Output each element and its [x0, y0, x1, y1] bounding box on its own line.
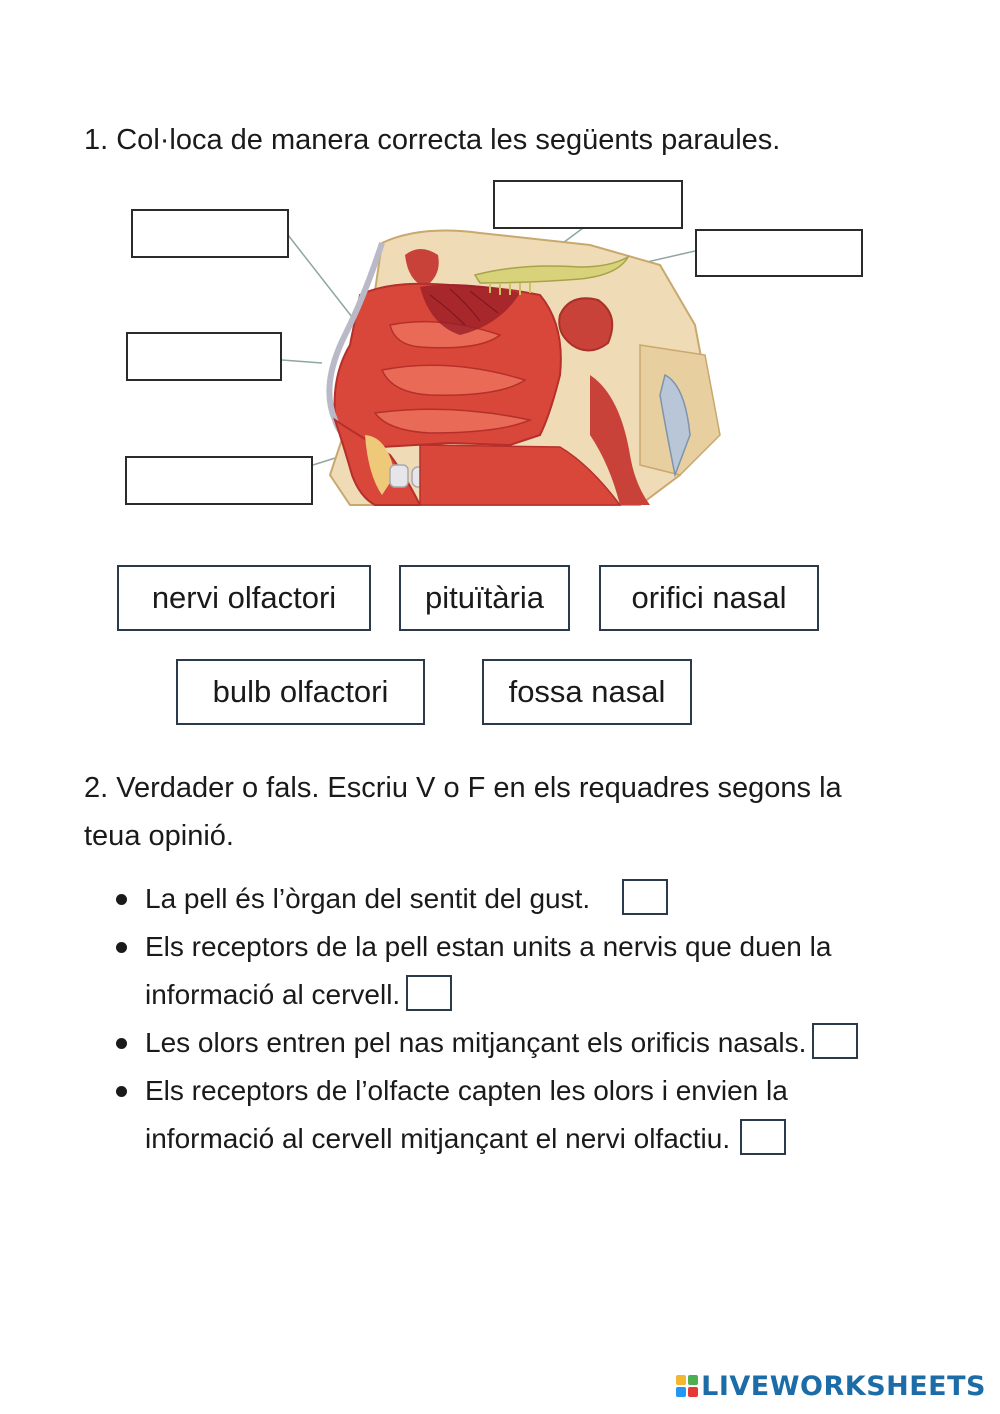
answer-box-4[interactable] [740, 1119, 786, 1155]
logo-grid-icon [676, 1375, 698, 1397]
statement-text: Les olors entren pel nas mitjançant els orificis nasals. [145, 1027, 807, 1058]
statement-text: Els receptors de l’olfacte capten les olors i envien la informació al cervell mitjançant el nervi olfactiu. [145, 1075, 788, 1154]
true-false-list [110, 875, 870, 1163]
label-drop-box-5[interactable] [695, 229, 863, 277]
word-chip-orifici-nasal[interactable]: orifici nasal [599, 565, 819, 631]
label-drop-box-4[interactable] [493, 180, 683, 229]
nasal-cavity-diagram [120, 175, 870, 520]
word-chip-nervi-olfactori[interactable]: nervi olfactori [117, 565, 371, 631]
bullet-icon [116, 1086, 127, 1097]
statement-text: Els receptors de la pell estan units a nervis que duen la informació al cervell. [145, 931, 832, 1010]
list-item [110, 1019, 865, 1067]
brand-text: LIVEWORKSHEETS [701, 1370, 986, 1402]
answer-box-2[interactable] [406, 975, 452, 1011]
word-chip-pituitaria[interactable]: pituïtària [399, 565, 570, 631]
answer-box-1[interactable] [622, 879, 668, 915]
word-chip-fossa-nasal[interactable]: fossa nasal [482, 659, 692, 725]
answer-box-3[interactable] [812, 1023, 858, 1059]
label-drop-box-3[interactable] [125, 456, 313, 505]
liveworksheets-logo [676, 1370, 986, 1402]
list-item [110, 875, 870, 923]
word-chip-bulb-olfactori[interactable]: bulb olfactori [176, 659, 425, 725]
list-item [110, 1067, 885, 1163]
bullet-icon [116, 1038, 127, 1049]
bullet-icon [116, 894, 127, 905]
label-drop-box-2[interactable] [126, 332, 282, 381]
exercise-1-title: 1. Col·loca de manera correcta les següents paraules. [84, 124, 781, 156]
label-drop-box-1[interactable] [131, 209, 289, 258]
bullet-icon [116, 942, 127, 953]
exercise-2-title: 2. Verdader o fals. Escriu V o F en els requadres segons la teua opinió. [84, 772, 842, 852]
list-item [110, 923, 865, 1019]
statement-text: La pell és l’òrgan del sentit del gust. [145, 883, 591, 914]
